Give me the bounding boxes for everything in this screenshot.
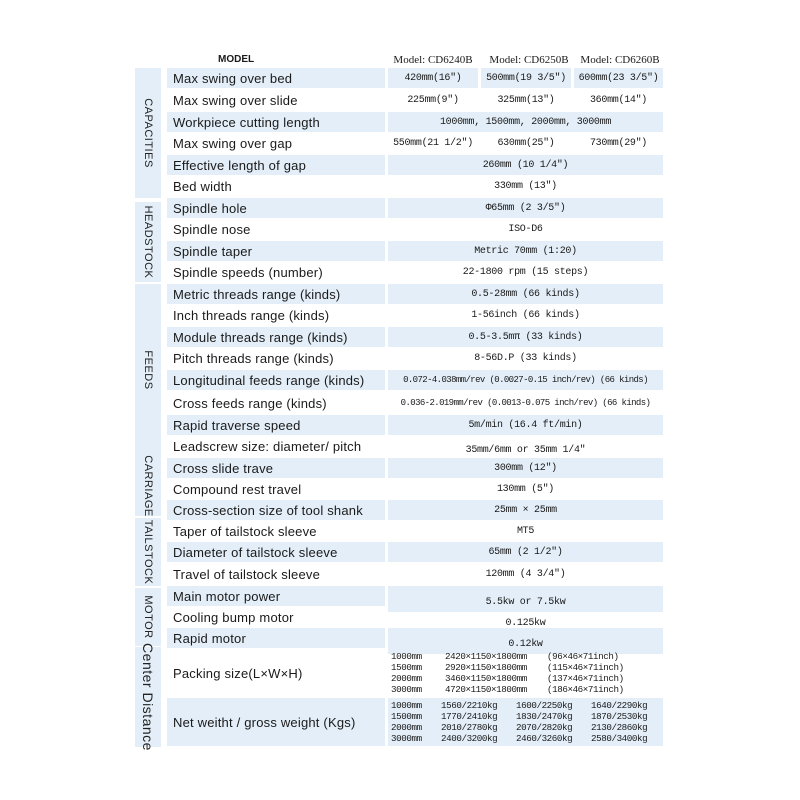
- cell-value: ISO-D6: [508, 223, 543, 235]
- cell-cd6260b: 360mm(14"): [589, 94, 647, 106]
- cell-value: 300mm (12"): [388, 458, 663, 478]
- row-spindle-nose: [167, 219, 663, 239]
- cell-cd6260b: 600mm(23 3/5"): [574, 68, 663, 88]
- row-weight: [167, 698, 663, 746]
- cell-cd6250b: 325mm(13"): [497, 94, 555, 106]
- packing-line: 3000mm 4720×1150×1800mm (186×46×71inch): [391, 684, 624, 695]
- cell-value: 65mm (2 1/2"): [388, 542, 663, 562]
- row-label: Compound rest travel: [173, 481, 302, 497]
- row-label: Packing size(L×W×H): [173, 665, 303, 681]
- weight-line: 2000mm 2010/2780kg 2070/2820kg 2130/2860kg: [391, 722, 648, 733]
- packing-line: 2000mm 3460×1150×1800mm (137×46×71inch): [391, 673, 624, 684]
- row-label: Module threads range (kinds): [167, 327, 385, 347]
- cell-value: 22-1800 rpm (15 steps): [462, 266, 589, 278]
- section-tailstock: TAILSTOCK: [135, 518, 161, 586]
- cell-value: 0.072-4.038mm/rev (0.0027-0.15 inch/rev) (66 kinds): [388, 370, 663, 390]
- cell-value: 5.5kw or 7.5kw: [388, 586, 663, 612]
- row-label: Cross slide trave: [167, 458, 385, 478]
- row-label: Cross-section size of tool shank: [167, 500, 385, 520]
- row-label: Spindle hole: [167, 198, 385, 218]
- row-tailstock-diameter: [167, 542, 663, 562]
- row-label: Diameter of tailstock sleeve: [167, 542, 385, 562]
- section-motor: MOTOR: [135, 588, 161, 646]
- weight-list: [388, 698, 663, 746]
- row-cooling-motor: [167, 607, 663, 627]
- packing-line: 1000mm 2420×1150×1800mm (96×46×71inch): [391, 651, 619, 662]
- row-label: Cooling bump motor: [173, 609, 294, 625]
- row-spindle-speeds: [167, 262, 663, 282]
- row-cross-feeds: [167, 391, 663, 415]
- row-longitudinal-feeds: [167, 370, 663, 390]
- cell-cd6240b: 420mm(16"): [388, 68, 478, 88]
- row-label: Workpiece cutting length: [167, 112, 385, 132]
- cell-value: MT5: [516, 525, 535, 537]
- cell-value: 25mm × 25mm: [388, 500, 663, 520]
- cell-value: 1-56inch (66 kinds): [471, 309, 580, 321]
- row-label: Leadscrew size: diameter/ pitch: [173, 438, 362, 454]
- model-cd6240b: Model: CD6240B: [393, 54, 473, 66]
- model-cd6250b: Model: CD6250B: [489, 54, 569, 66]
- cell-value: 0.125kw: [505, 617, 546, 629]
- row-label: Rapid traverse speed: [167, 415, 385, 435]
- row-label: Bed width: [173, 178, 232, 194]
- row-rapid-motor: [167, 628, 663, 648]
- row-gap-length: [167, 155, 663, 175]
- section-feeds: FEEDS: [135, 284, 161, 456]
- row-label: Inch threads range (kinds): [173, 307, 330, 323]
- row-label: Pitch threads range (kinds): [173, 350, 334, 366]
- row-label: Max swing over slide: [173, 92, 298, 108]
- cell-value: 330mm (13"): [494, 180, 557, 192]
- row-label: Metric threads range (kinds): [167, 284, 385, 304]
- row-label: Max swing over gap: [173, 135, 293, 151]
- row-module-threads: [167, 327, 663, 347]
- row-max-swing-slide: [167, 90, 663, 110]
- row-leadscrew: [167, 436, 663, 456]
- model-cd6260b: Model: CD6260B: [580, 54, 660, 66]
- cell-value: 120mm (4 3/4"): [485, 568, 566, 580]
- row-tool-shank: [167, 500, 663, 520]
- row-cutting-length: [167, 112, 663, 132]
- section-capacities: CAPACITIES: [135, 68, 161, 198]
- row-inch-threads: [167, 305, 663, 325]
- cell-value: 5m/min (16.4 ft/min): [388, 415, 663, 435]
- weight-line: 1500mm 1770/2410kg 1830/2470kg 1870/2530kg: [391, 711, 648, 722]
- row-label: Rapid motor: [167, 628, 385, 648]
- cell-value: 0.12kw: [388, 628, 663, 654]
- row-label: Spindle speeds (number): [173, 264, 323, 280]
- row-spindle-taper: [167, 241, 663, 261]
- row-pitch-threads: [167, 348, 663, 368]
- row-max-swing-bed: [167, 68, 663, 88]
- cell-cd6250b: 500mm(19 3/5"): [481, 68, 571, 88]
- cell-value: 0.5-28mm (66 kinds): [388, 284, 663, 304]
- row-rapid-traverse: [167, 415, 663, 435]
- model-header: MODEL: [218, 54, 255, 65]
- cell-cd6240b: 550mm(21 1/2"): [393, 137, 473, 149]
- row-compound-rest: [167, 479, 663, 499]
- row-label: Net weitht / gross weight (Kgs): [167, 698, 385, 746]
- row-spindle-hole: [167, 198, 663, 218]
- row-max-swing-gap: [167, 133, 663, 153]
- row-cross-slide: [167, 458, 663, 478]
- section-center-distance: Center Distance: [135, 647, 161, 747]
- section-headstock: HEADSTOCK: [135, 202, 161, 282]
- weight-line: 3000mm 2400/3200kg 2460/3260kg 2580/3400kg: [391, 733, 648, 744]
- row-packing-size: [167, 649, 663, 697]
- packing-list: [388, 649, 663, 697]
- row-label: Travel of tailstock sleeve: [173, 566, 321, 582]
- cell-cd6250b: 630mm(25"): [497, 137, 555, 149]
- row-label: Main motor power: [167, 586, 385, 606]
- row-tailstock-taper: [167, 521, 663, 541]
- cell-value: Metric 70mm (1:20): [388, 241, 663, 261]
- cell-value: 0.036-2.019mm/rev (0.0013-0.075 inch/rev) (66 kinds): [400, 398, 651, 408]
- row-label: Longitudinal feeds range (kinds): [167, 370, 385, 390]
- cell-value: 130mm (5"): [496, 483, 554, 495]
- row-label: Effective length of gap: [167, 155, 385, 175]
- row-main-motor: [167, 586, 663, 606]
- cell-cd6240b: 225mm(9"): [407, 94, 459, 106]
- row-label: Max swing over bed: [167, 68, 385, 88]
- row-label: Spindle nose: [173, 221, 251, 237]
- row-label: Cross feeds range (kinds): [173, 395, 327, 411]
- row-tailstock-travel: [167, 563, 663, 585]
- cell-value: 0.5-3.5mπ (33 kinds): [388, 327, 663, 347]
- row-metric-threads: [167, 284, 663, 304]
- row-label: Taper of tailstock sleeve: [173, 523, 317, 539]
- cell-value: 35mm/6mm or 35mm 1/4": [465, 444, 586, 456]
- cell-value: 1000mm, 1500mm, 2000mm, 3000mm: [388, 112, 663, 132]
- section-carriage: CARRIAGE: [135, 456, 161, 516]
- weight-line: 1000mm 1560/2210kg 1600/2250kg 1640/2290kg: [391, 700, 648, 711]
- row-label: Spindle taper: [167, 241, 385, 261]
- cell-cd6260b: 730mm(29"): [589, 137, 647, 149]
- row-bed-width: [167, 176, 663, 196]
- cell-value: 8-56D.P (33 kinds): [474, 352, 577, 364]
- cell-value: 260mm (10 1/4"): [388, 155, 663, 175]
- cell-value: Φ65mm (2 3/5"): [388, 198, 663, 218]
- packing-line: 1500mm 2920×1150×1800mm (115×46×71inch): [391, 662, 624, 673]
